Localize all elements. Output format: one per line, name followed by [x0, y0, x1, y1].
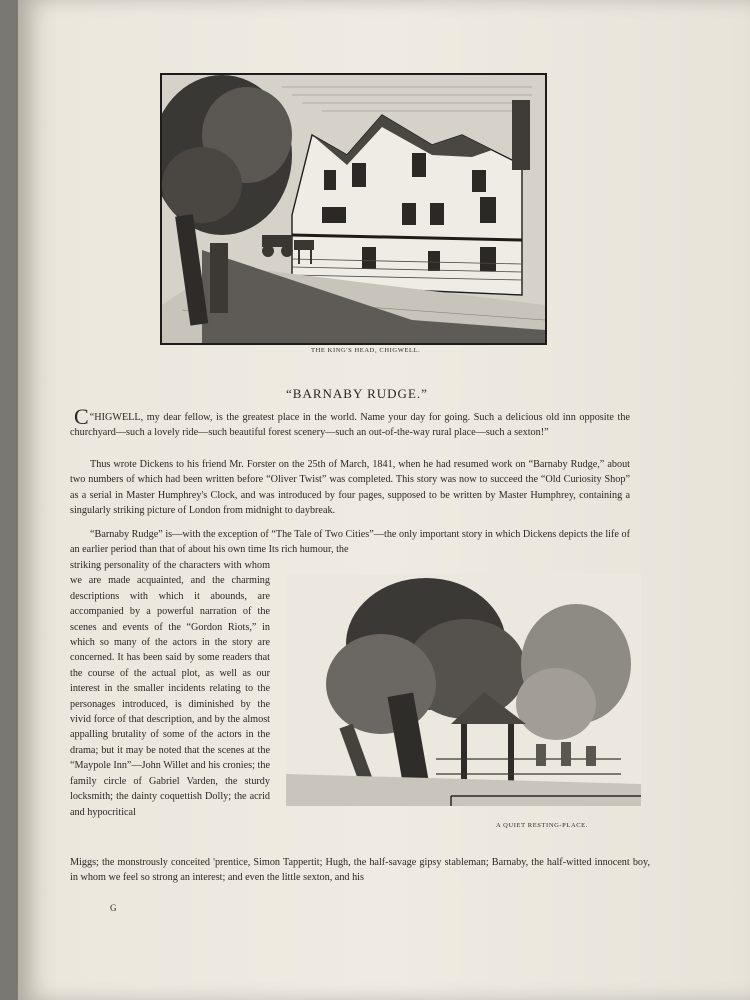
kings-head-image — [162, 75, 545, 343]
paragraph-3-opening: “Barnaby Rudge” is—with the exception of “The Tale of Two Cities”—the only important story in which Dickens depicts the life of an earlier period than that of about his own time Its rich humour, the — [70, 529, 630, 556]
signature-mark: G — [110, 903, 117, 913]
paragraph-3-closing: Miggs; the monstrously conceited 'prentice, Simon Tappertit; Hugh, the half-savage gipsy stableman; Barnaby, the half-witted innocent boy, in whom we feel so strong an interest; and even the little sexton, and his — [70, 857, 650, 884]
paragraph-3-column: striking personality of the characters with whom we are made acquainted, and the charming descriptions with which it abounds, are accompanied by a powerful narration of the scenes and events of the “Gordon Riots,” in which so many of the actors in the story are concerned. It has been said by some readers that the course of the actual plot, as well as our interest in the smaller incidents relating to the personages introduced, is diminished by the vivid force of that description, and by the almost appalling brutality of some of the actors in the drama; but it may be noted that the scenes at the “Maypole Inn”—John Willet and his cronies; the family circle of Gabriel Varden, the sturdy locksmith; the dainty coquettish Dolly; the acrid and hypocritical — [70, 560, 270, 818]
open-quote: “ — [89, 412, 95, 423]
kings-head-engraving — [160, 73, 547, 345]
resting-place-image — [286, 574, 641, 806]
paragraph-1-text: HIGWELL, my dear fellow, is the greatest place in the world. Name your day for going. Such a delicious old inn opposite the churchyard—such a lovely ride—such beautiful forest scenery—such an out-of-the-way rural place—such a sexton!” — [70, 412, 630, 439]
top-illustration-caption: THE KING'S HEAD, CHIGWELL. — [311, 347, 421, 354]
resting-place-engraving — [286, 574, 641, 806]
side-illustration-caption: A QUIET RESTING-PLACE. — [496, 822, 588, 829]
drop-cap: C — [74, 404, 89, 429]
chapter-title: “BARNABY RUDGE.” — [286, 386, 428, 401]
paragraph-2: Thus wrote Dickens to his friend Mr. Forster on the 25th of March, 1841, when he had resumed work on “Barnaby Rudge,” about two numbers of which had been written before “Oliver Twist” was completed. This story was now to succeed the “Old Curiosity Shop” as a serial in Master Humphrey's Clock, and was introduced by four pages, supposed to be written by Master Humphrey, containing a singularly striking picture of London from midnight to daybreak. — [70, 459, 630, 517]
book-page — [18, 0, 750, 1000]
paragraph-1 — [70, 404, 630, 441]
